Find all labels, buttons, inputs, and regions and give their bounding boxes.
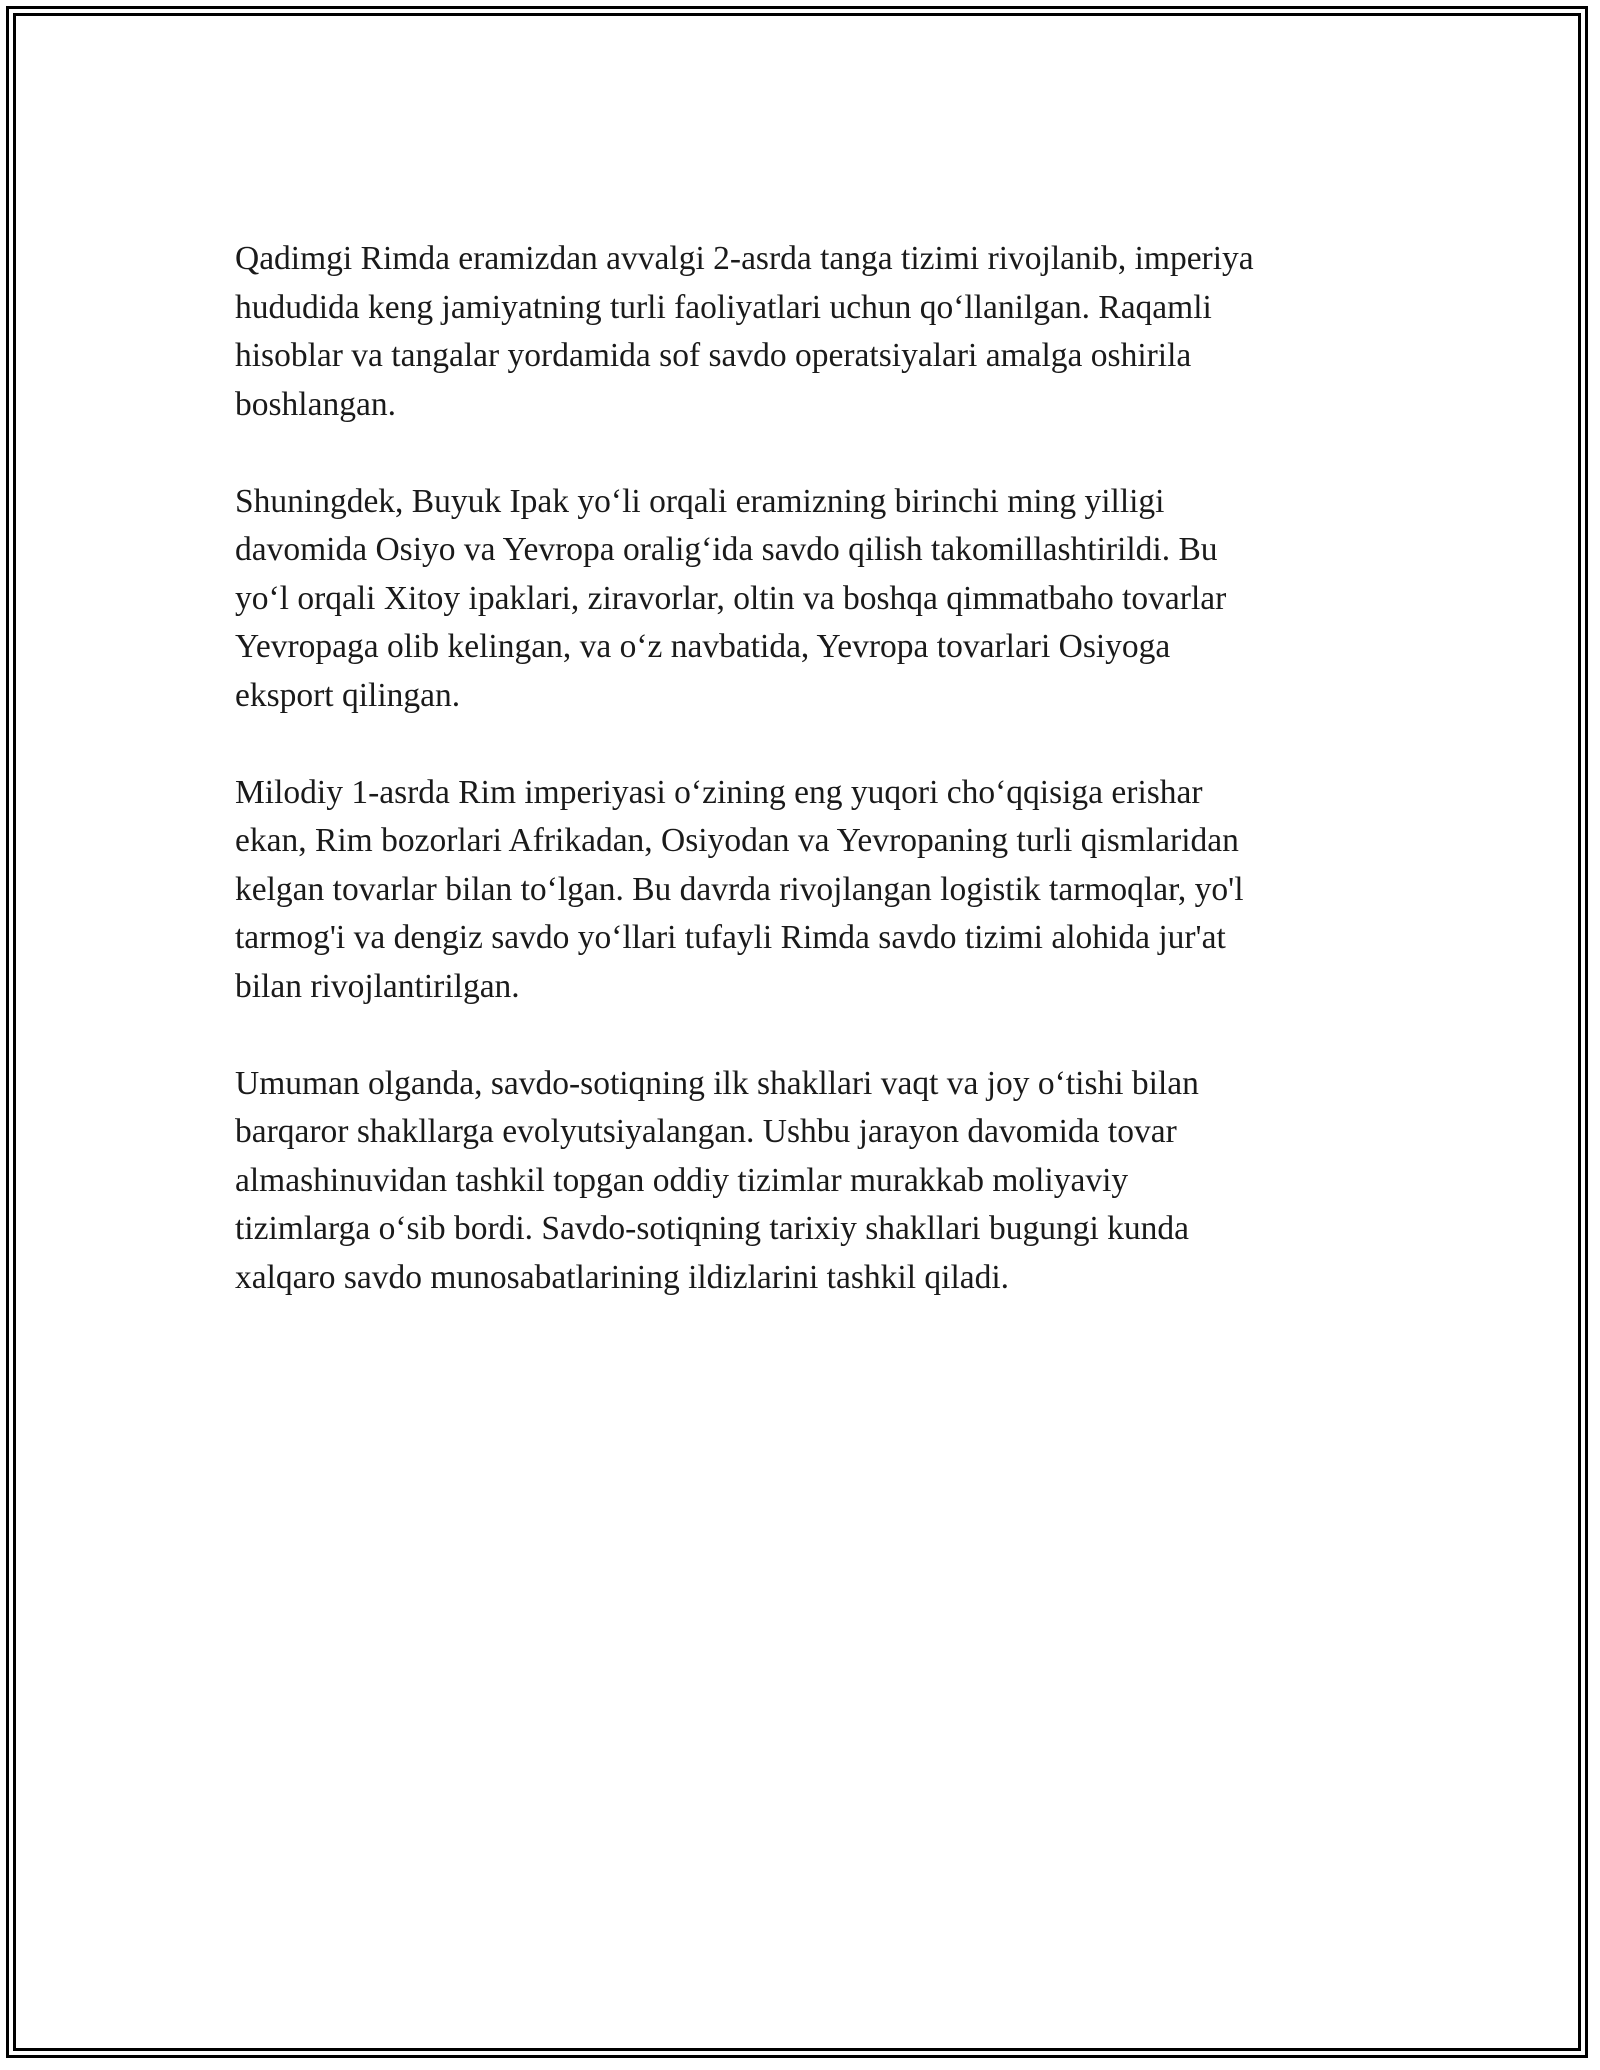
paragraph-4: Umuman olganda, savdo-sotiqning ilk shakllari vaqt va joy o‘tishi bilan barqaror shakllarga evolyutsiyalangan. Ushbu jarayon davomida tovar almashinuvidan tashkil topgan oddiy tizimlar murakkab moliyaviy tizimlarga o‘sib bordi. Savdo-sotiqning tarixiy shakllari bugungi kunda xalqaro savdo munosabatlarining ildizlarini tashkil qiladi. bbox=[235, 1064, 1199, 1296]
paragraph-2: Shuningdek, Buyuk Ipak yo‘li orqali eramizning birinchi ming yilligi davomida Osiyo va Yevropa oralig‘ida savdo qilish takomillashtirildi. Bu yo‘l orqali Xitoy ipaklari, ziravorlar, oltin va boshqa qimmatbaho tovarlar Yevropaga olib kelingan, va o‘z navbatida, Yevropa tovarlari Osiyoga eksport qilingan. bbox=[235, 482, 1227, 714]
paragraph-3: Milodiy 1-asrda Rim imperiyasi o‘zining eng yuqori cho‘qqisiga erishar ekan, Rim bozorlari Afrikadan, Osiyodan va Yevropaning turli qismlaridan kelgan tovarlar bilan to‘lgan. Bu davrda rivojlangan logistik tarmoqlar, yo'l tarmog'i va dengiz savdo yo‘llari tufayli Rimda savdo tizimi alohida jur'at bilan rivojlantirilgan. bbox=[235, 773, 1244, 1005]
document-body bbox=[235, 235, 1365, 1351]
paragraph-1: Qadimgi Rimda eramizdan avvalgi 2-asrda tanga tizimi rivojlanib, imperiya hududida keng jamiyatning turli faoliyatlari uchun qo‘llanilgan. Raqamli hisoblar va tangalar yordamida sof savdo operatsiyalari amalga oshirila boshlangan. bbox=[235, 240, 1254, 423]
